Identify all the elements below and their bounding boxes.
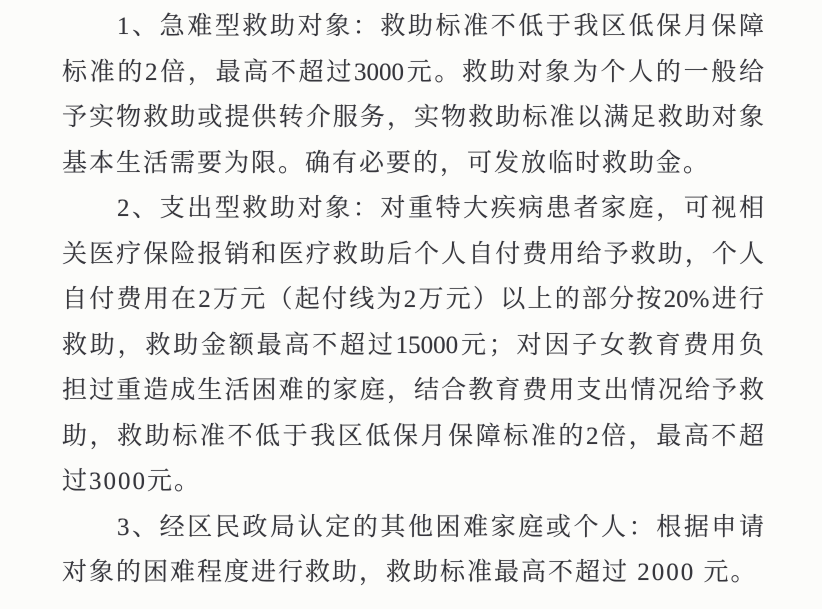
paragraph-3 (62, 505, 764, 596)
document-text-block (62, 4, 764, 596)
text-line: 予实物救助或提供转介服务，实物救助标准以满足救助对象 (62, 104, 764, 131)
text-line: 担过重造成生活困难的家庭，结合教育费用支出情况给予救 (62, 377, 764, 404)
text-line: 对象的困难程度进行救助，救助标准最高不超过 2000 元。 (62, 559, 758, 586)
text-line: 基本生活需要为限。确有必要的，可发放临时救助金。 (62, 149, 711, 177)
text-line: 标准的2倍，最高不超过3000元。救助对象为个人的一般给 (62, 58, 764, 86)
text-line: 救助，救助金额最高不超过15000元；对因子女教育费用负 (62, 331, 764, 359)
text-line: 自付费用在2万元（起付线为2万元）以上的部分按20%进行 (62, 286, 764, 313)
text-line: 3、经区民政局认定的其他困难家庭或个人：根据申请 (117, 513, 764, 541)
text-line: 2、支出型救助对象：对重特大疾病患者家庭，可视相 (117, 195, 764, 222)
text-line: 1、急难型救助对象：救助标准不低于我区低保月保障 (117, 13, 764, 40)
paragraph-2 (62, 186, 764, 505)
paragraph-1 (62, 4, 764, 186)
text-line: 助，救助标准不低于我区低保月保障标准的2倍，最高不超 (62, 422, 764, 450)
text-line: 关医疗保险报销和医疗救助后个人自付费用给予救助，个人 (62, 240, 764, 268)
text-line: 过3000元。 (62, 468, 202, 495)
